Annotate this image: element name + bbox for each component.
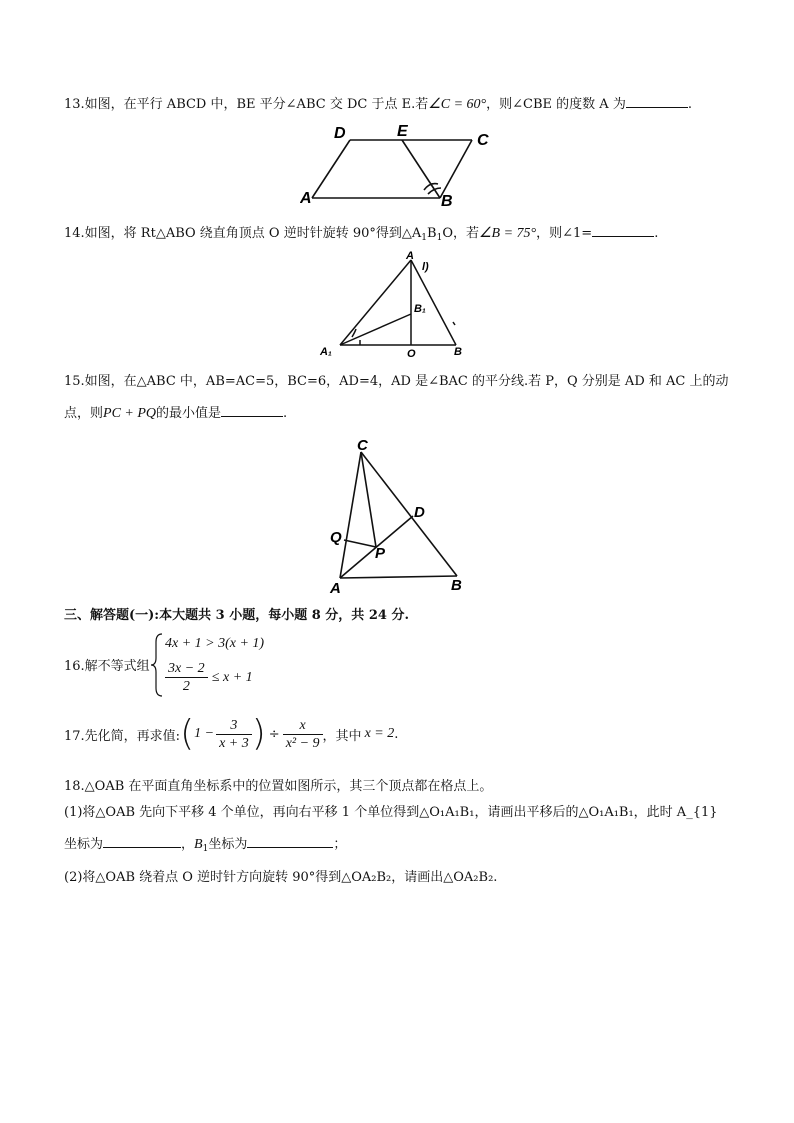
q15-label-p: P (375, 545, 386, 562)
q18-intro: 18.△OAB 在平面直角坐标系中的位置如图所示，其三个顶点都在格点上。 (64, 779, 493, 794)
q15-label-b: B (451, 577, 462, 594)
q15-line1: 15.如图，在△ABC 中，AB=AC=5，BC=6，AD=4，AD 是∠BAC 的平分线.若 P，Q 分别是 AD 和 AC 上的动 (64, 374, 729, 389)
q16-inequality-1: 4x + 1 > 3(x + 1) (165, 636, 265, 651)
q14-label-l: l) (422, 261, 429, 273)
q14-answer-blank[interactable] (592, 224, 654, 237)
q18-part1-line2: 坐标为 ，$B_1$坐标为 ； (64, 837, 347, 854)
q17-text: 17.先化简，再求值: ( 1 − $\frac{3}{x + 3}$ ) ÷ $\frac{x}{\text{x² − 9}}$ ，其中 x = 2 . (64, 713, 399, 754)
q15-figure (325, 436, 475, 596)
q14-text: 14.如图，将 Rt△ABO 绕直角顶点 O 逆时针旋转 90°得到$\triangle A_1B_1O$，若∠B = 75°，则∠1= . (64, 226, 659, 243)
q15-label-a: A (330, 580, 341, 596)
q18-b1-blank[interactable] (247, 835, 333, 848)
q13-label-e: E (397, 123, 408, 140)
q15-answer-blank[interactable] (221, 404, 283, 417)
q13-figure (300, 118, 510, 210)
q15-math: PC + PQ (103, 406, 157, 421)
q13-label-b: B (441, 193, 453, 210)
q13-text: 13.如图，在平行 ABCD 中，BE 平分∠ABC 交 DC 于点 E.若∠C = 60°，则∠CBE 的度数 A 为 . (64, 97, 692, 112)
q13-answer-blank[interactable] (626, 95, 688, 108)
q18-a1-blank[interactable] (103, 835, 181, 848)
q13-label-c: C (477, 132, 489, 149)
q14-label-a: A (406, 250, 414, 262)
q14-label-b1: B₁ (414, 303, 426, 315)
q14-label-a1: A₁ (320, 346, 332, 358)
q14-label-o: O (407, 348, 416, 360)
q15-line2: 点，则PC + PQ的最小值是 . (64, 406, 288, 421)
q13-label-d: D (334, 125, 346, 142)
q18-part1-line1: (1)将△OAB 先向下平移 4 个单位，再向右平移 1 个单位得到△O₁A₁B₁，请画出平移后的△O₁A₁B₁，此时 A_{1} (64, 805, 718, 820)
q15-label-d: D (414, 504, 425, 521)
q15-label-c: C (357, 437, 368, 454)
q16-inequality-2: $\frac{3x - 2}{2}$ ≤ x + 1 (165, 660, 253, 695)
q15-label-q: Q (330, 529, 342, 546)
section3-heading: 三、解答题(一):本大题共 3 小题，每小题 8 分，共 24 分. (64, 608, 409, 623)
q13-label-a: A (300, 190, 312, 207)
q14-label-b: B (454, 346, 462, 358)
q13-math: ∠C = 60° (428, 97, 487, 112)
q18-part2: (2)将△OAB 绕着点 O 逆时针方向旋转 90°得到△OA₂B₂，请画出△OA₂B₂. (64, 870, 498, 885)
q16-brace (150, 632, 164, 698)
q16-label: 16.解不等式组 (64, 659, 150, 674)
q14-math: ∠B = 75° (478, 226, 537, 241)
q14-figure (318, 250, 478, 360)
